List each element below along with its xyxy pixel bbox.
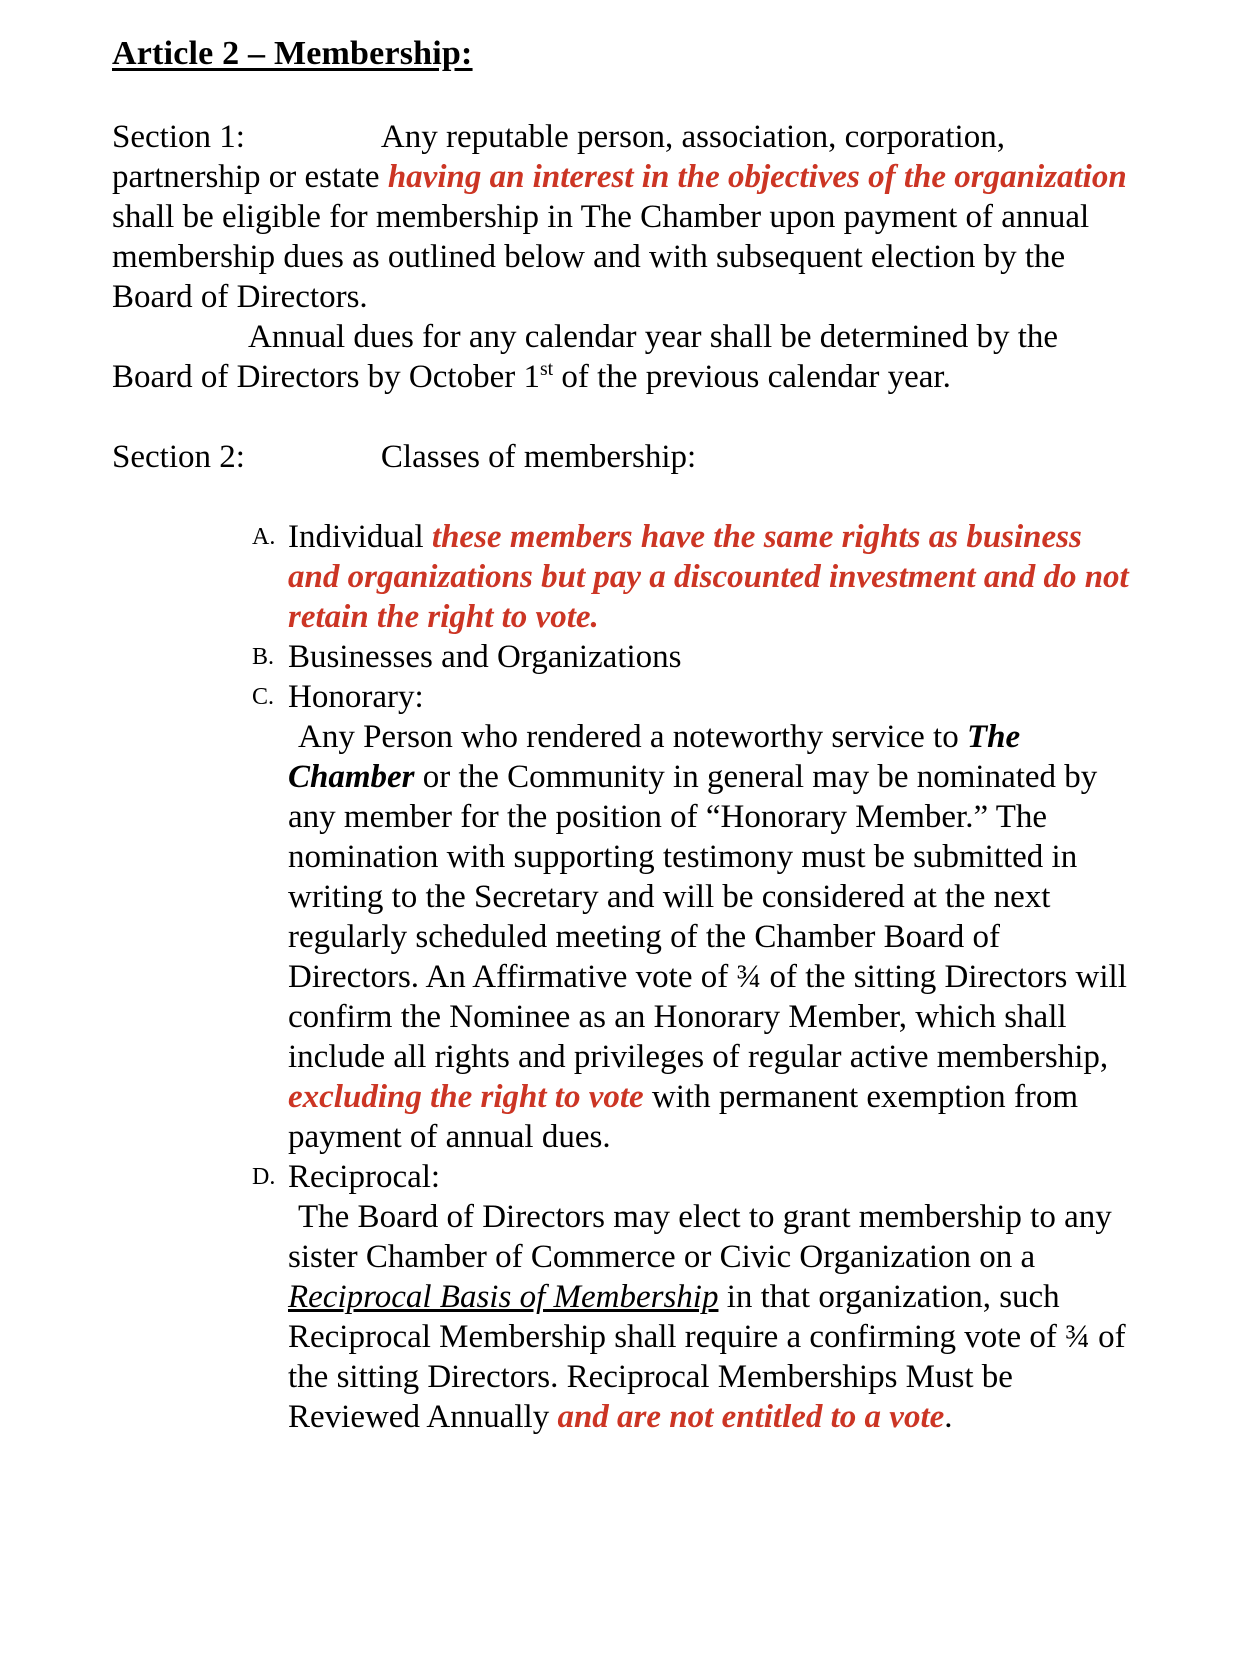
section-1-paragraph-1 <box>112 117 1130 317</box>
list-item <box>252 517 1130 637</box>
honorary-text-b: or the Community in general may be nominated by any member for the position of “Honorary Member.” The nomination with supporting testimony must be submitted in writing to the Secretary and will be considered at the next regularly scheduled meeting of the Chamber Board of Directors. An Affirmative vote of ¾ of the sitting Directors will confirm the Nominee as an Honorary Member, which shall include all rights and privileges of regular active membership, <box>288 759 1127 1076</box>
list-item-b-label: Businesses and Organizations <box>288 639 682 676</box>
honorary-text-c: with permanent exemption from payment of annual dues. <box>288 1079 1079 1156</box>
list-item-d-body <box>288 1197 1130 1437</box>
list-marker-c: C. <box>252 684 275 711</box>
ordinal-suffix: st <box>539 358 554 381</box>
list-item-a-highlight: these members have the same rights as business and organizations but pay a discounted investment and do not retain the right to vote. <box>288 519 1129 636</box>
list-item <box>252 677 1130 1157</box>
section-1-text-b: shall be eligible for membership in The Chamber upon payment of annual membership dues as outlined below and with subsequent election by the Board of Directors. <box>112 199 1090 316</box>
spacer <box>112 73 1130 117</box>
list-marker-b: B. <box>252 644 275 671</box>
list-item-d-label: Reciprocal: <box>288 1159 441 1196</box>
reciprocal-text-b: in that organization, such Reciprocal Membership shall require a confirming vote of ¾ of the sitting Directors. Reciprocal Memberships Must be Reviewed Annually <box>288 1279 1126 1436</box>
list-item-c-content <box>288 677 1130 717</box>
section-2-heading <box>112 437 1130 477</box>
page-title <box>112 34 1130 73</box>
page-title-text: Article 2 – Membership: <box>112 35 473 72</box>
list-item <box>252 1157 1130 1437</box>
section-2-heading-text: Classes of membership: <box>380 439 697 476</box>
list-marker-d: D. <box>252 1164 276 1191</box>
section-1-paragraph-2 <box>112 317 1130 397</box>
reciprocal-text-c: . <box>944 1399 953 1436</box>
honorary-emphasis-chamber: The Chamber <box>288 719 1021 796</box>
section-1-text-a: Any reputable person, association, corporation, partnership or estate <box>112 119 1005 196</box>
spacer <box>112 477 1130 517</box>
reciprocal-highlight: and are not entitled to a vote <box>557 1399 945 1436</box>
list-item-b-content <box>288 637 1130 677</box>
section-1-highlight-a: having an interest in the objectives of the organization <box>387 159 1127 196</box>
membership-classes-list <box>112 517 1130 1437</box>
reciprocal-emphasis-basis: Reciprocal Basis of Membership <box>288 1279 719 1316</box>
list-item <box>252 637 1130 677</box>
section-1-label: Section 1: <box>112 119 245 156</box>
section-2-label: Section 2: <box>112 439 245 476</box>
list-item-a-content <box>288 517 1130 637</box>
list-item-a-label: Individual <box>288 519 432 556</box>
list-item-c-body <box>288 717 1130 1157</box>
list-item-c-label: Honorary: <box>288 679 424 716</box>
section-1-dues-text-b: of the previous calendar year. <box>553 359 951 396</box>
honorary-text-a: Any Person who rendered a noteworthy service to <box>298 719 967 756</box>
honorary-highlight: excluding the right to vote <box>288 1079 644 1116</box>
list-item-d-content <box>288 1157 1130 1197</box>
list-marker-a: A. <box>252 524 276 551</box>
reciprocal-text-a: The Board of Directors may elect to grant membership to any sister Chamber of Commerce or Civic Organization on a <box>288 1199 1112 1276</box>
section-1-dues-text-a: Annual dues for any calendar year shall be determined by the Board of Directors by October 1 <box>112 319 1059 396</box>
spacer <box>112 397 1130 437</box>
